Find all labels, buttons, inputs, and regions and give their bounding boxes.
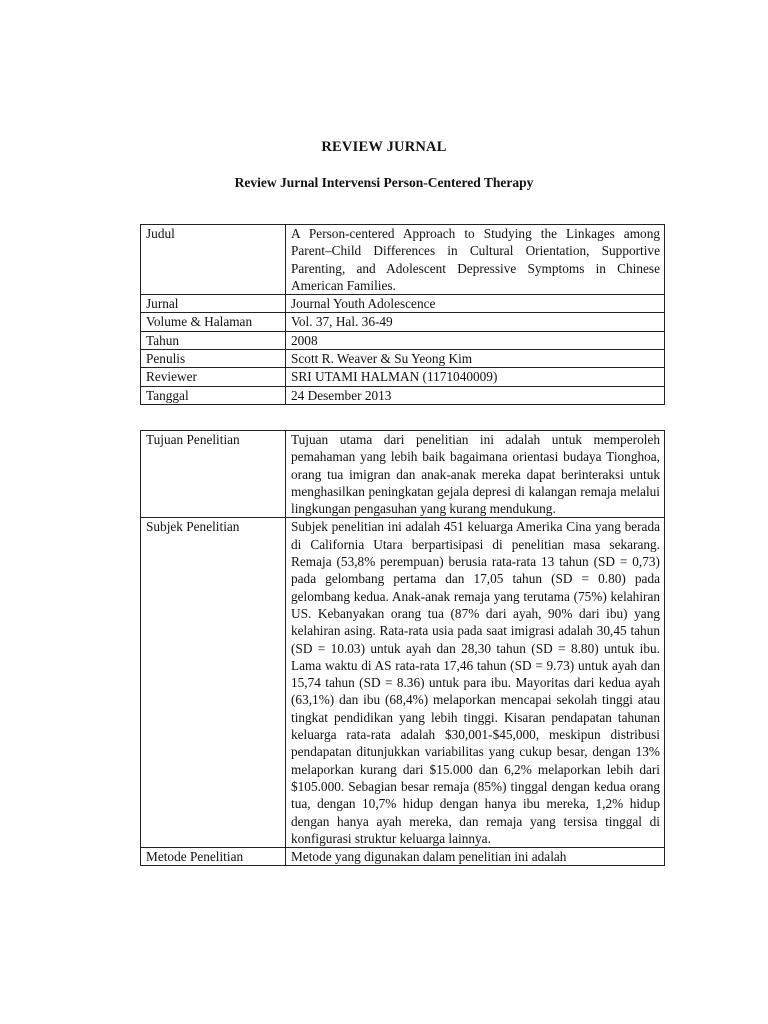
document-title: REVIEW JURNAL	[321, 139, 447, 155]
table-row	[141, 331, 665, 349]
row-value: Vol. 37, Hal. 36-49	[286, 313, 665, 331]
table-row	[141, 295, 665, 313]
journal-info-table	[140, 224, 665, 405]
row-value: A Person-centered Approach to Studying the Linkages among Parent–Child Differences in Cultural Orientation, Supportive Parenting, and Adolescent Depressive Symptoms in Chinese American Families.	[286, 225, 665, 295]
row-label: Tanggal	[141, 386, 286, 404]
row-value: Tujuan utama dari penelitian ini adalah untuk memperoleh pemahaman yang lebih baik bagaimana orientasi budaya Tionghoa, orang tua imigran dan anak-anak mereka dapat berinteraksi untuk menghasilkan peningkatan gejala depresi di kalangan remaja melalui lingkungan pengasuhan yang kurang mendukung.	[286, 431, 665, 518]
row-value: 2008	[286, 331, 665, 349]
document-subtitle: Review Jurnal Intervensi Person-Centered Therapy	[234, 175, 534, 190]
table-row	[141, 518, 665, 848]
row-label: Subjek Penelitian	[141, 518, 286, 848]
table-row	[141, 225, 665, 295]
row-value: Journal Youth Adolescence	[286, 295, 665, 313]
row-label: Judul	[141, 225, 286, 295]
row-label: Penulis	[141, 350, 286, 368]
row-value-cell	[286, 848, 665, 866]
table-row	[141, 368, 665, 386]
row-label: Volume & Halaman	[141, 313, 286, 331]
table-row	[141, 313, 665, 331]
review-table	[140, 430, 665, 866]
table-row	[141, 848, 665, 866]
row-label: Reviewer	[141, 368, 286, 386]
table-row	[141, 431, 665, 518]
row-label: Metode Penelitian	[141, 848, 286, 866]
row-value: Metode yang digunakan dalam penelitian ini adalah	[291, 849, 567, 865]
row-value: Subjek penelitian ini adalah 451 keluarga Amerika Cina yang berada di California Utara berpartisipasi di penelitian masa sekarang. Remaja (53,8% perempuan) berusia rata-rata 13 tahun (SD = 0,73) pada gelombang pertama dan 17,05 tahun (SD = 0.80) pada gelombang kedua. Anak-anak remaja yang terutama (75%) kelahiran US. Kebanyakan orang tua (87% dari ayah, 90% dari ibu) yang kelahiran asing. Rata-rata usia pada saat imigrasi adalah 30,45 tahun (SD = 10.03) untuk ayah dan 28,30 tahun (SD = 8.80) untuk ibu. Lama waktu di AS rata-rata 17,46 tahun (SD = 9.73) untuk ayah dan 15,74 tahun (SD = 8.36) untuk para ibu. Mayoritas dari kedua ayah (63,1%) dan ibu (68,4%) melaporkan mencapai sekolah tinggi atau tingkat pendidikan yang lebih tinggi. Kisaran pendapatan tahunan keluarga rata-rata adalah $30,001-$45,000, meskipun distribusi pendapatan ditunjukkan variabilitas yang cukup besar, dengan 13% melaporkan kurang dari $15.000 dan 6,2% melaporkan lebih dari $105.000. Sebagian besar remaja (85%) tinggal dengan kedua orang tua, dengan 10,7% hidup dengan hanya ibu mereka, 1,2% hidup dengan hanya ayah mereka, dan remaja yang tersisa tinggal di konfigurasi struktur keluarga lainnya.	[286, 518, 665, 848]
row-label: Tujuan Penelitian	[141, 431, 286, 518]
row-value: 24 Desember 2013	[286, 386, 665, 404]
row-label: Jurnal	[141, 295, 286, 313]
row-value: SRI UTAMI HALMAN (1171040009)	[286, 368, 665, 386]
table-row	[141, 350, 665, 368]
table-row	[141, 386, 665, 404]
row-value: Scott R. Weaver & Su Yeong Kim	[286, 350, 665, 368]
row-label: Tahun	[141, 331, 286, 349]
